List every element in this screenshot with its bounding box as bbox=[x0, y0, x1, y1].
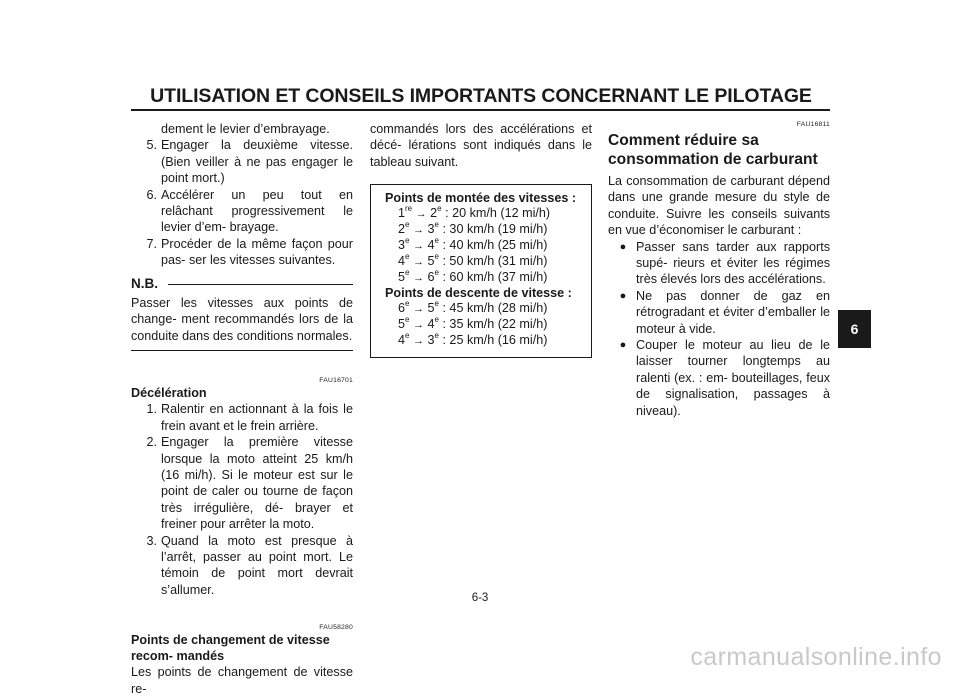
shift-points-box bbox=[370, 184, 592, 358]
list-item: 2. Engager la première vitesse lorsque la moto atteint 25 km/h (16 mi/h). Si le moteur est sur le point de caler ou tourne de façon très irrégulière, dé- brayer et freiner pour arrêter la moto. bbox=[146, 435, 353, 532]
bullet-icon: ● bbox=[619, 289, 627, 302]
shift-row: 2e → 3e : 30 km/h (19 mi/h) bbox=[398, 220, 548, 237]
arrow-icon: → bbox=[415, 208, 427, 221]
page-title: UTILISATION ET CONSEILS IMPORTANTS CONCERNANT LE PILOTAGE bbox=[150, 85, 812, 107]
section-heading-shift-points: Points de changement de vitesse recom- mandés bbox=[131, 633, 330, 664]
shift-row: 1re → 2e : 20 km/h (12 mi/h) bbox=[398, 204, 551, 221]
shift-row: 5e → 6e : 60 km/h (37 mi/h) bbox=[398, 268, 548, 285]
nb-note bbox=[131, 276, 353, 352]
section-title-fuel: Comment réduire sa consommation de carburant bbox=[608, 132, 818, 168]
list-item: 6. Accélérer un peu tout en relâchant progressivement le levier d’em- brayage. bbox=[146, 187, 353, 235]
title-rule bbox=[131, 109, 830, 111]
section-heading-deceleration: Décélération bbox=[131, 386, 207, 401]
column-2 bbox=[370, 121, 592, 358]
paragraph: La consommation de carburant dépend dans une grande mesure du style de conduite. Suivre les conseils suivants en vue d’économiser le carburant : bbox=[608, 174, 830, 238]
shift-row: 4e → 3e : 25 km/h (16 mi/h) bbox=[398, 331, 548, 348]
shift-row: 5e → 4e : 35 km/h (22 mi/h) bbox=[398, 315, 548, 332]
arrow-icon: → bbox=[412, 224, 424, 237]
tips-list bbox=[608, 239, 830, 419]
paragraph: commandés lors des accélérations et décé- lérations sont indiqués dans le tableau suivant. bbox=[370, 122, 592, 169]
reference-code: FAU58280 bbox=[319, 624, 353, 632]
arrow-icon: → bbox=[412, 272, 424, 285]
shift-row: 6e → 5e : 45 km/h (28 mi/h) bbox=[398, 299, 548, 316]
shift-row: 4e → 5e : 50 km/h (31 mi/h) bbox=[398, 252, 548, 269]
chapter-tab: 6 bbox=[838, 310, 871, 348]
bullet-icon: ● bbox=[619, 240, 627, 253]
list-item: 1. Ralentir en actionnant à la fois le frein avant et le frein arrière. bbox=[146, 402, 353, 433]
list-item: 3. Quand la moto est presque à l’arrêt, passer au point mort. Le témoin de point mort devrait s’allumer. bbox=[146, 533, 353, 597]
column-1 bbox=[131, 121, 353, 697]
list-item: ● Passer sans tarder aux rapports supé- rieurs et éviter les régimes très élevés lors des accélérations. bbox=[608, 239, 830, 288]
watermark: carmanualsonline.info bbox=[690, 643, 942, 671]
shift-row: 3e → 4e : 40 km/h (25 mi/h) bbox=[398, 236, 548, 253]
list-item: dement le levier d’embrayage. bbox=[161, 122, 330, 136]
downshift-heading: Points de descente de vitesse : bbox=[385, 286, 572, 301]
paragraph: Les points de changement de vitesse re- bbox=[131, 665, 353, 696]
list-item: 7. Procéder de la même façon pour pas- ser les vitesses suivantes. bbox=[146, 236, 353, 268]
list-item: ● Couper le moteur au lieu de le laisser tourner longtemps au ralenti (ex. : em- bouteillages, feux de signalisation, passages à niveau). bbox=[608, 337, 830, 419]
arrow-icon: → bbox=[412, 256, 424, 269]
arrow-icon: → bbox=[412, 335, 424, 348]
page-number: 6-3 bbox=[471, 592, 489, 604]
steps-list-b bbox=[131, 401, 353, 598]
nb-label: N.B. bbox=[131, 275, 158, 291]
arrow-icon: → bbox=[412, 303, 424, 316]
arrow-icon: → bbox=[412, 319, 424, 332]
bullet-icon: ● bbox=[619, 339, 627, 352]
list-item: ● Ne pas donner de gaz en rétrogradant et éviter d’emballer le moteur à vide. bbox=[608, 288, 830, 337]
steps-list-a bbox=[131, 121, 353, 269]
list-item: 5. Engager la deuxième vitesse. (Bien veiller à ne pas engager le point mort.) bbox=[146, 138, 353, 186]
reference-code: FAU16701 bbox=[319, 377, 353, 385]
nb-text: Passer les vitesses aux points de change- ment recommandés lors de la conduite dans des conditions normales. bbox=[131, 296, 353, 343]
upshift-heading: Points de montée des vitesses : bbox=[385, 191, 577, 206]
reference-code: FAU16811 bbox=[796, 121, 830, 128]
column-3 bbox=[608, 121, 830, 419]
arrow-icon: → bbox=[412, 240, 424, 253]
